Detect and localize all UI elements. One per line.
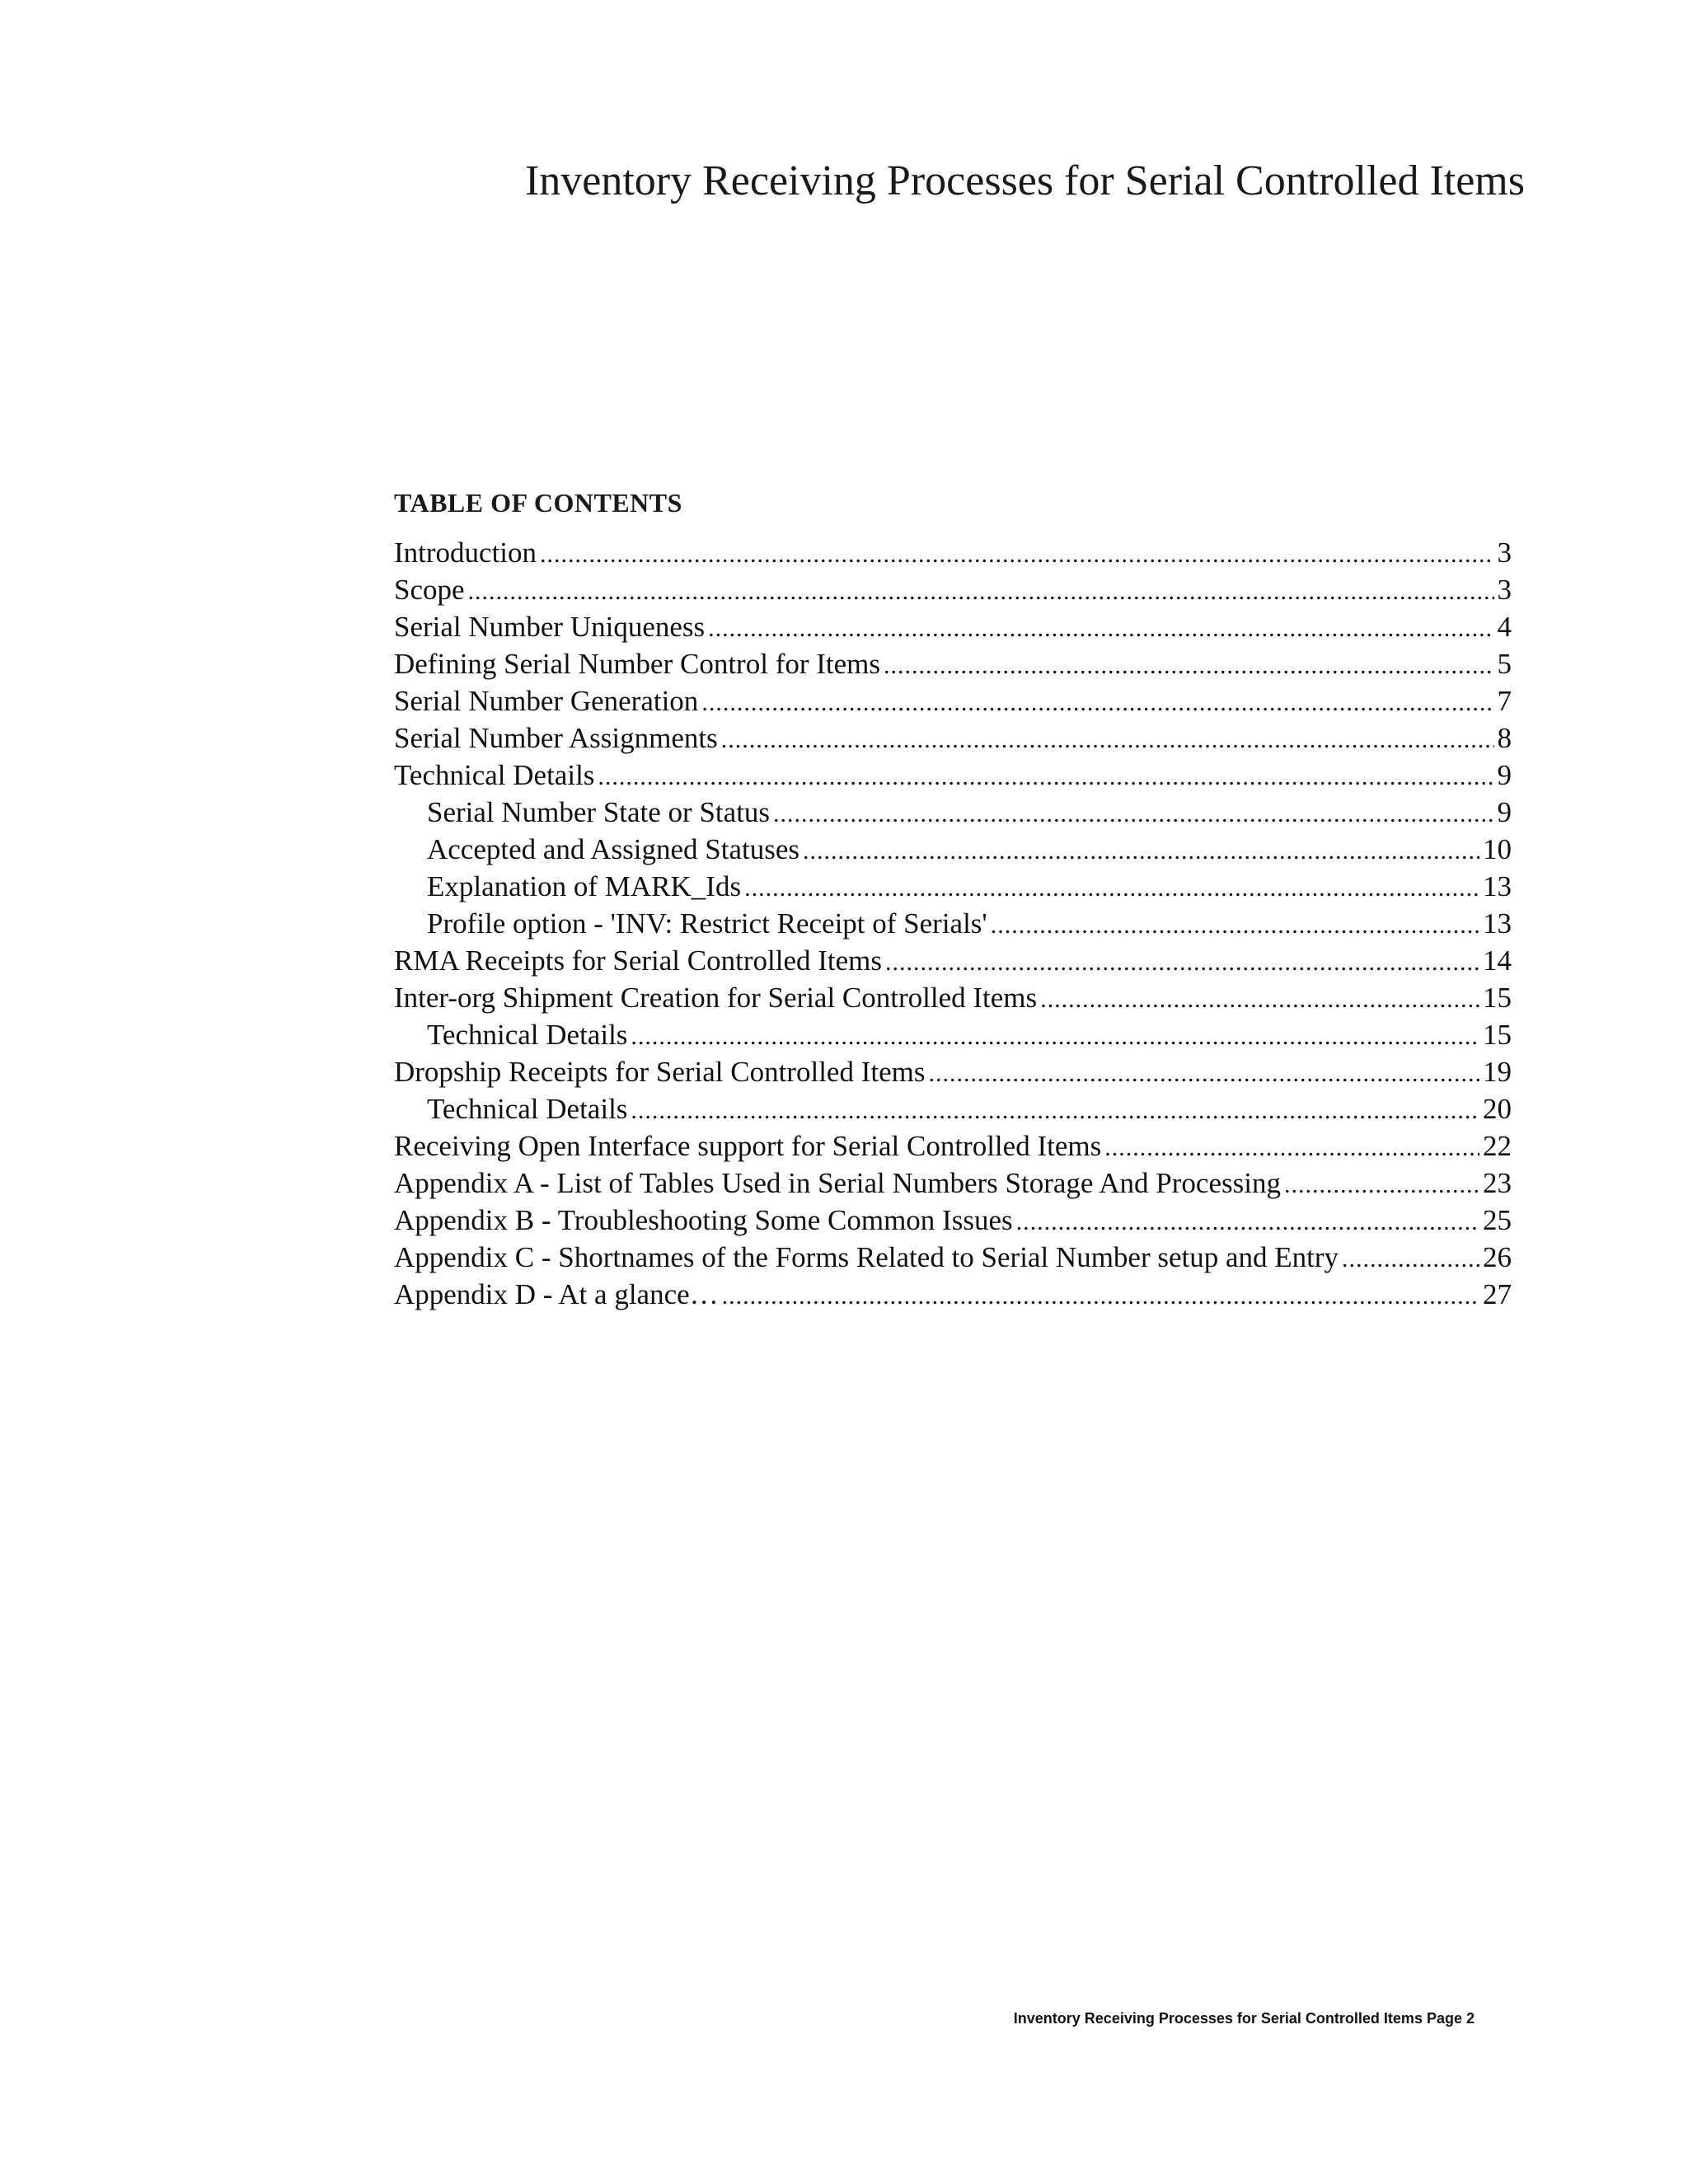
toc-entry[interactable]: [394, 1165, 1512, 1202]
toc-entry-label[interactable]: Technical Details: [394, 759, 595, 791]
toc-entry-page-number[interactable]: 26: [1483, 1241, 1512, 1273]
toc-dot-leader: [1104, 1129, 1479, 1165]
toc-dot-leader: [468, 573, 1494, 608]
toc-dot-leader: [803, 832, 1479, 868]
toc-entry-page-number[interactable]: 8: [1497, 722, 1512, 754]
toc-entry-page-number[interactable]: 20: [1483, 1093, 1512, 1125]
toc-entry[interactable]: [394, 831, 1512, 868]
toc-entry[interactable]: [394, 868, 1512, 905]
toc-dot-leader: [884, 647, 1493, 682]
toc-entry[interactable]: [394, 1016, 1512, 1053]
table-of-contents: [394, 534, 1512, 1313]
toc-entry-label[interactable]: Serial Number Uniqueness: [394, 611, 706, 643]
toc-entry-page-number[interactable]: 9: [1497, 759, 1512, 791]
toc-entry[interactable]: [394, 1276, 1512, 1313]
toc-dot-leader: [708, 610, 1493, 645]
toc-dot-leader: [722, 1277, 1479, 1313]
toc-entry[interactable]: [394, 942, 1512, 979]
toc-entry-label[interactable]: Scope: [394, 574, 465, 606]
toc-entry-label[interactable]: Accepted and Assigned Statuses: [427, 833, 799, 865]
toc-entry-label[interactable]: Appendix B - Troubleshooting Some Common Issues: [394, 1204, 1013, 1236]
toc-entry[interactable]: [394, 757, 1512, 794]
toc-dot-leader: [1284, 1166, 1479, 1202]
toc-dot-leader: [773, 795, 1493, 831]
toc-entry[interactable]: [394, 1053, 1512, 1090]
toc-dot-leader: [1040, 981, 1479, 1016]
toc-entry[interactable]: [394, 608, 1512, 645]
toc-entry[interactable]: [394, 1090, 1512, 1127]
toc-entry[interactable]: [394, 534, 1512, 571]
document-title: Inventory Receiving Processes for Serial Controlled Items: [524, 157, 1525, 204]
toc-dot-leader: [540, 536, 1493, 571]
toc-heading: TABLE OF CONTENTS: [394, 488, 682, 518]
toc-entry[interactable]: [394, 719, 1512, 757]
toc-entry-label[interactable]: Dropship Receipts for Serial Controlled Items: [394, 1056, 926, 1088]
toc-entry-page-number[interactable]: 23: [1483, 1167, 1512, 1199]
toc-dot-leader: [598, 758, 1493, 794]
toc-entry[interactable]: [394, 682, 1512, 719]
toc-entry[interactable]: [394, 1202, 1512, 1239]
toc-dot-leader: [928, 1055, 1479, 1090]
toc-entry-label[interactable]: Technical Details: [427, 1019, 628, 1051]
toc-entry-page-number[interactable]: 5: [1497, 648, 1512, 680]
toc-dot-leader: [744, 869, 1479, 905]
toc-entry-label[interactable]: Technical Details: [427, 1093, 628, 1125]
toc-entry[interactable]: [394, 1127, 1512, 1165]
toc-entry[interactable]: [394, 905, 1512, 942]
toc-entry-label[interactable]: Profile option - 'INV: Restrict Receipt of Serials': [427, 907, 987, 940]
toc-entry[interactable]: [394, 794, 1512, 831]
toc-entry-label[interactable]: Introduction: [394, 537, 537, 569]
toc-entry-page-number[interactable]: 14: [1483, 944, 1512, 977]
toc-dot-leader: [631, 1092, 1479, 1127]
toc-entry-page-number[interactable]: 22: [1483, 1130, 1512, 1162]
toc-entry-label[interactable]: Serial Number State or Status: [427, 796, 771, 828]
toc-entry-page-number[interactable]: 9: [1497, 796, 1512, 828]
toc-entry-page-number[interactable]: 25: [1483, 1204, 1512, 1236]
toc-entry-page-number[interactable]: 19: [1483, 1056, 1512, 1088]
toc-dot-leader: [721, 721, 1494, 757]
toc-entry[interactable]: [394, 645, 1512, 682]
toc-entry-page-number[interactable]: 10: [1483, 833, 1512, 865]
toc-entry-label[interactable]: RMA Receipts for Serial Controlled Items: [394, 944, 882, 977]
toc-entry-page-number[interactable]: 4: [1497, 611, 1512, 643]
toc-entry-label[interactable]: Appendix C - Shortnames of the Forms Related to Serial Number setup and Entry: [394, 1241, 1339, 1273]
toc-entry-label[interactable]: Serial Number Generation: [394, 685, 699, 717]
toc-entry-page-number[interactable]: 15: [1483, 1019, 1512, 1051]
toc-entry-label[interactable]: Appendix A - List of Tables Used in Serial Numbers Storage And Processing: [394, 1167, 1281, 1199]
toc-entry-label[interactable]: Receiving Open Interface support for Serial Controlled Items: [394, 1130, 1102, 1162]
toc-entry-page-number[interactable]: 13: [1483, 870, 1512, 902]
toc-entry[interactable]: [394, 571, 1512, 608]
toc-entry-label[interactable]: Appendix D - At a glance…: [394, 1278, 719, 1310]
toc-entry-page-number[interactable]: 7: [1497, 685, 1512, 717]
toc-entry-page-number[interactable]: 27: [1483, 1278, 1512, 1310]
toc-dot-leader: [701, 684, 1493, 719]
toc-entry-label[interactable]: Explanation of MARK_Ids: [427, 870, 742, 902]
toc-entry[interactable]: [394, 979, 1512, 1016]
toc-dot-leader: [1016, 1203, 1479, 1239]
toc-dot-leader: [631, 1018, 1479, 1053]
toc-entry-page-number[interactable]: 13: [1483, 907, 1512, 940]
toc-entry-page-number[interactable]: 3: [1497, 537, 1512, 569]
toc-entry-label[interactable]: Serial Number Assignments: [394, 722, 718, 754]
toc-dot-leader: [885, 944, 1479, 979]
toc-entry[interactable]: [394, 1239, 1512, 1276]
toc-entry-label[interactable]: Inter-org Shipment Creation for Serial Controlled Items: [394, 982, 1038, 1014]
toc-entry-label[interactable]: Defining Serial Number Control for Items: [394, 648, 881, 680]
toc-entry-page-number[interactable]: 3: [1497, 574, 1512, 606]
toc-dot-leader: [991, 907, 1479, 942]
toc-dot-leader: [1342, 1240, 1479, 1276]
page-footer: Inventory Receiving Processes for Serial Controlled Items Page 2: [1013, 2010, 1475, 2027]
toc-entry-page-number[interactable]: 15: [1483, 982, 1512, 1014]
